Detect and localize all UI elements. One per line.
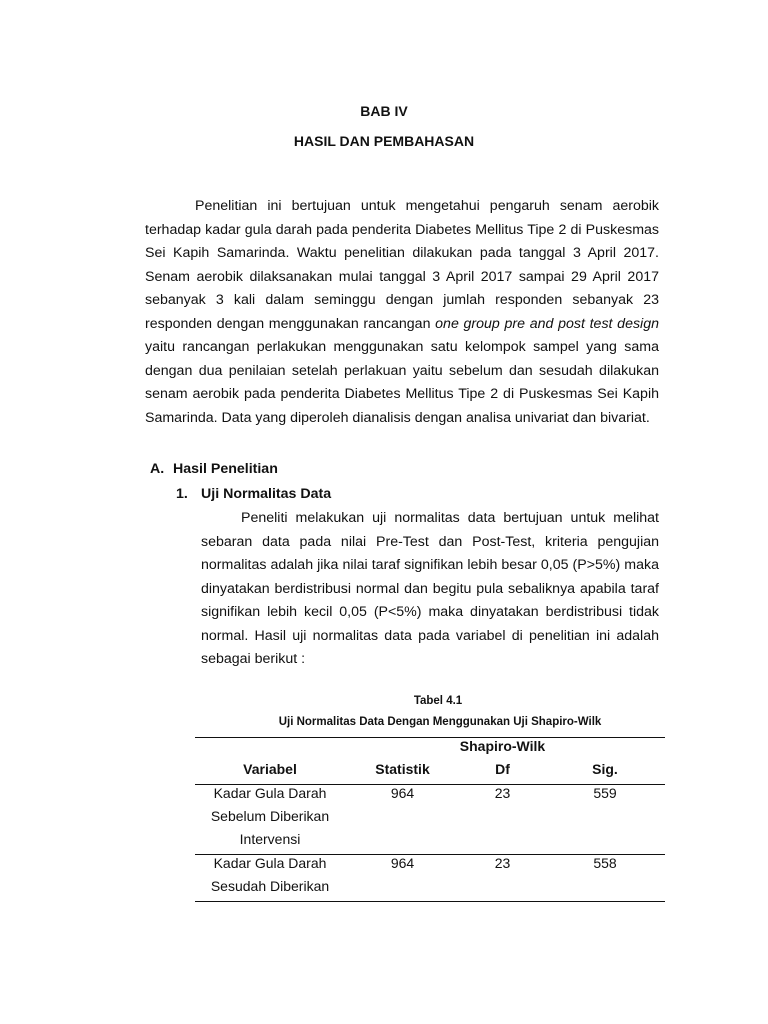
table-cell-variabel-line: Kadar Gula Darah <box>213 785 327 801</box>
intro-paragraph <box>145 195 659 430</box>
section-a-title: Hasil Penelitian <box>173 461 278 477</box>
table-cell-df: 23 <box>494 785 511 801</box>
table-cell-df: 23 <box>494 855 511 871</box>
section-a-heading <box>150 461 278 477</box>
subsection-1-title: Uji Normalitas Data <box>201 486 332 502</box>
normality-paragraph: Peneliti melakukan uji normalitas data bertujuan untuk melihat sebaran data pada nilai Pre-Test dan Post-Test, kriteria pengujian normalitas adalah jika nilai taraf signifikan lebih besar 0,05 (P>5%) maka dinyatakan berdistribusi normal dan begitu pula sebaliknya apabila taraf signifikan lebih kecil 0,05 (P<5%) maka dinyatakan berdistribusi tidak normal. Hasil uji normalitas data pada variabel di penelitian ini adalah sebagai berikut : <box>201 510 659 667</box>
table-cell-statistik: 964 <box>390 785 415 801</box>
table-caption-title: Uji Normalitas Data Dengan Menggunakan Uji Shapiro-Wilk <box>278 716 602 728</box>
intro-text-part1: Penelitian ini bertujuan untuk mengetahui pengaruh senam aerobik terhadap kadar gula darah pada penderita Diabetes Mellitus Tipe 2 di Puskesmas Sei Kapih Samarinda. Waktu penelitian dilakukan pada tanggal 3 April 2017. Senam aerobik dilaksanakan mulai tanggal 3 April 2017 sampai 29 April 2017 sebanyak 3 kali dalam seminggu dengan jumlah responden sebanyak 23 responden dengan menggunakan rancangan <box>145 198 659 332</box>
table-header-variabel: Variabel <box>243 761 297 777</box>
table-cell-sig: 559 <box>593 785 617 801</box>
intro-design-term: one group pre and post test design <box>435 315 659 332</box>
table-bottom-rule <box>195 901 665 902</box>
table-group-header: Shapiro-Wilk <box>459 738 546 754</box>
subsection-1-heading <box>176 486 331 502</box>
table-header-statistik: Statistik <box>375 761 430 777</box>
table-header-df: Df <box>495 761 510 777</box>
table-cell-statistik: 964 <box>390 855 415 871</box>
section-a-label: A. <box>150 461 165 477</box>
table-cell-variabel-line: Intervensi <box>239 831 301 847</box>
table-cell-variabel-line: Sebelum Diberikan <box>210 808 330 824</box>
subsection-1-label: 1. <box>176 486 188 502</box>
intro-text-part2: yaitu rancangan perlakukan menggunakan satu kelompok sampel yang sama dengan dua penilaian setelah perlakuan yaitu sebelum dan sesudah dilakukan senam aerobik pada penderita Diabetes Mellitus Tipe 2 di Puskesmas Sei Kapih Samarinda. Data yang diperoleh dianalisis dengan analisa univariat dan bivariat. <box>145 339 659 426</box>
chapter-number: BAB IV <box>360 103 408 119</box>
table-caption-number: Tabel 4.1 <box>413 695 463 707</box>
table-cell-variabel-line: Kadar Gula Darah <box>213 855 327 871</box>
chapter-title: HASIL DAN PEMBAHASAN <box>293 133 475 149</box>
table-cell-variabel-line: Sesudah Diberikan <box>210 878 330 894</box>
table-header-sig: Sig. <box>592 761 618 777</box>
table-cell-sig: 558 <box>593 855 617 871</box>
